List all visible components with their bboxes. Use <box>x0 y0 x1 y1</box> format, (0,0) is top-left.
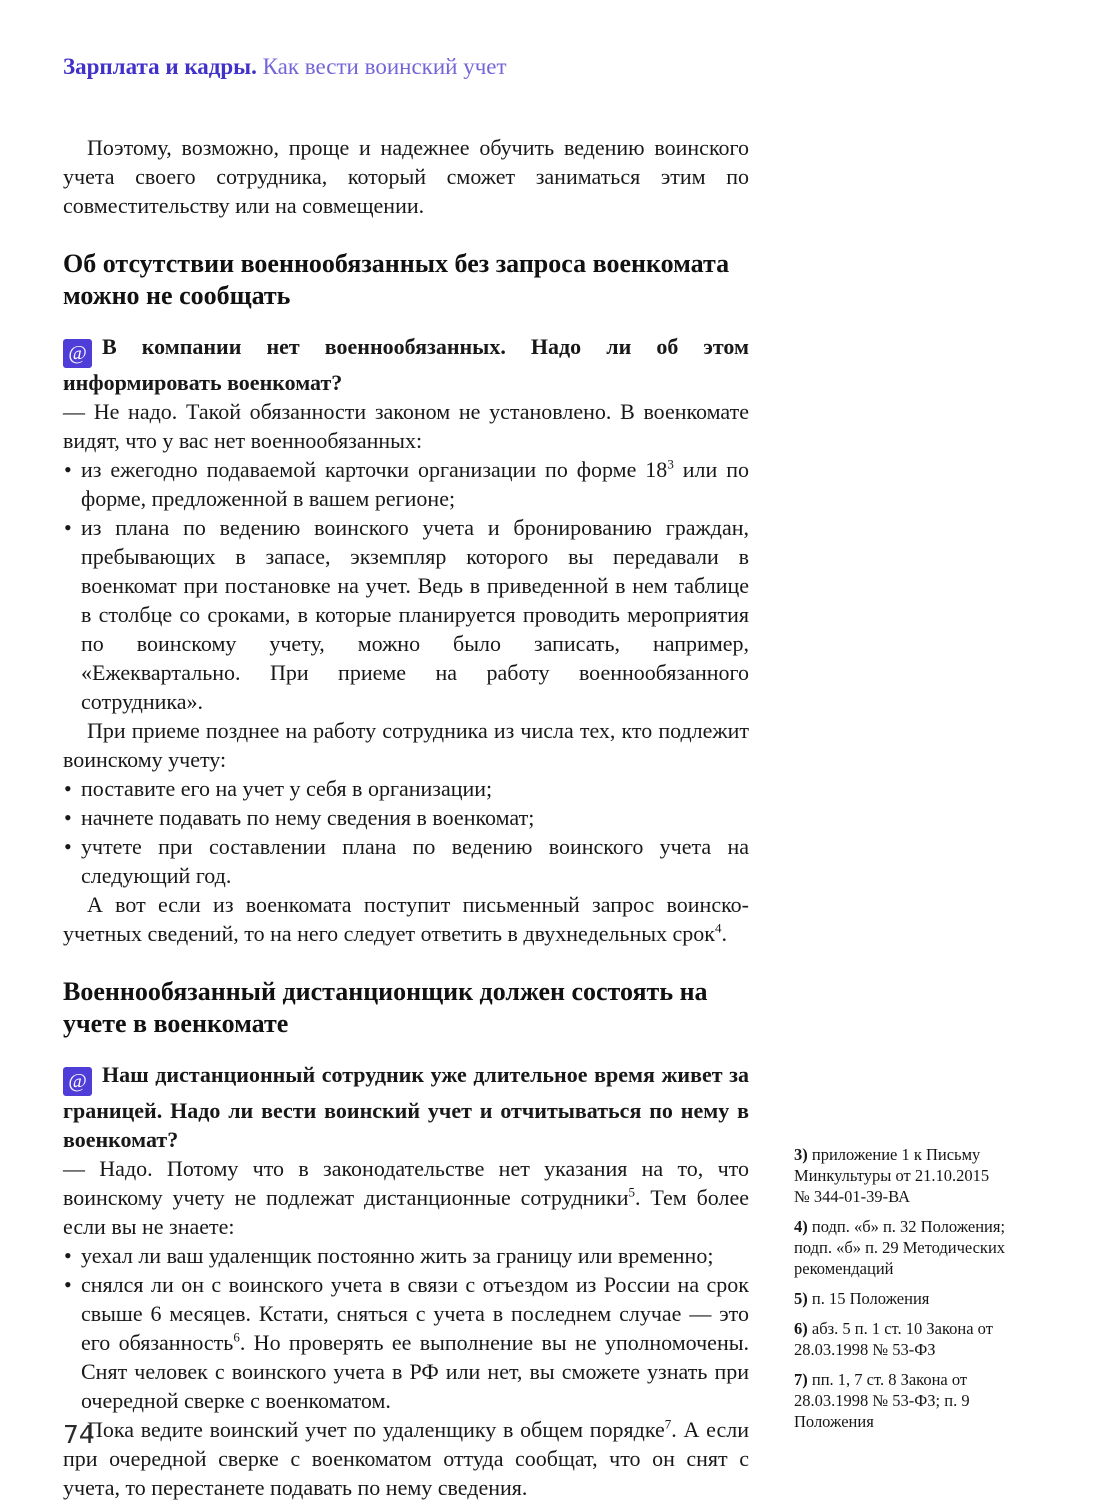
question-at-icon: @ <box>63 339 92 368</box>
paragraph-text: . Тем более если вы не знаете: <box>63 1185 750 1239</box>
list-item: • поставите его на учет у себя в организации; <box>63 774 749 803</box>
header-brand: Зарплата и кадры. <box>63 54 257 79</box>
section1-bullet-list-1 <box>63 455 749 716</box>
footnote-ref-6: 6 <box>233 1329 240 1345</box>
footnote-number: 3) <box>794 1145 808 1164</box>
footnote-6 <box>794 1318 1008 1360</box>
footnote-text: п. 15 Положения <box>811 1289 930 1308</box>
footnote-number: 5) <box>794 1289 808 1308</box>
list-item <box>63 1270 749 1415</box>
paragraph-text: Пока ведите воинский учет по удаленщику в общем порядке <box>87 1417 665 1442</box>
paragraph-text: . <box>721 921 727 946</box>
main-column <box>63 52 749 1500</box>
footnotes-sidebar <box>794 1144 1008 1441</box>
section1-question-text: В компании нет военнообязанных. Надо ли об этом информировать военкомат? <box>63 334 749 395</box>
section2-heading: Военнообязанный дистанционщик должен состоять на учете в военкомате <box>63 977 708 1038</box>
footnote-4 <box>794 1216 1008 1279</box>
list-item <box>63 455 749 513</box>
section1-answer: — Не надо. Такой обязанности законом не установлено. В военкомате видят, что у вас нет военнообязанных: <box>63 399 749 453</box>
footnote-ref-5: 5 <box>628 1184 636 1200</box>
list-item: • начнете подавать по нему сведения в военкомат; <box>63 803 749 832</box>
section2-question-text: Наш дистанционный сотрудник уже длительное время живет за границей. Надо ли вести воинский учет и отчитываться по нему в военкомат? <box>63 1062 749 1152</box>
footnote-number: 4) <box>794 1217 808 1236</box>
intro-paragraph: Поэтому, возможно, проще и надежнее обучить ведению воинского учета своего сотрудника, который сможет заниматься этим по совместительству или на совмещении. <box>63 135 749 218</box>
footnote-ref-3: 3 <box>667 456 674 472</box>
list-item: • учтете при составлении плана по ведению воинского учета на следующий год. <box>63 832 749 890</box>
bullet-text: из ежегодно подаваемой карточки организации по форме 18 <box>81 457 668 482</box>
section1-paragraph-2: При приеме позднее на работу сотрудника из числа тех, кто подлежит воинскому учету: <box>63 718 749 772</box>
footnote-ref-4: 4 <box>714 920 722 936</box>
page-header <box>63 52 749 82</box>
bullet-text: или по форме, предложенной в вашем регионе; <box>81 457 749 511</box>
page-number: 74 <box>63 1420 95 1449</box>
section1-heading: Об отсутствии военнообязанных без запроса военкомата можно не сообщать <box>63 249 730 310</box>
list-item: • уехал ли ваш удаленщик постоянно жить за границу или временно; <box>63 1241 749 1270</box>
section1-question <box>63 332 749 397</box>
footnote-7 <box>794 1369 1008 1432</box>
footnote-ref-7: 7 <box>664 1416 672 1432</box>
question-at-icon: @ <box>63 1067 92 1096</box>
section2-question <box>63 1060 749 1154</box>
section1-paragraph-3 <box>63 890 749 948</box>
footnote-text: абз. 5 п. 1 ст. 10 Закона от 28.03.1998 № 53-ФЗ <box>794 1319 993 1359</box>
section1-bullet-list-2 <box>63 774 749 890</box>
footnote-text: приложение 1 к Письму Минкультуры от 21.10.2015 № 344-01-39-ВА <box>794 1145 990 1206</box>
footnote-text: пп. 1, 7 ст. 8 Закона от 28.03.1998 № 53-ФЗ; п. 9 Положения <box>794 1370 970 1431</box>
section2-bullet-list <box>63 1241 749 1415</box>
list-item: • из плана по ведению воинского учета и бронированию граждан, пребывающих в запасе, экземпляр которого вы передавали в военкомат при постановке на учет. Ведь в приведенной в нем таблице в столбце со сроками, в которые планируется проводить мероприятия по воинскому учету, можно было записать, например, «Ежеквартально. При приеме на работу военнообязанного сотрудника». <box>63 513 749 716</box>
section2-paragraph-2 <box>63 1415 749 1500</box>
paragraph-text: . А если при очередной сверке с военкоматом оттуда сообщат, что он снят с учета, то перестанете подавать по нему сведения. <box>63 1417 749 1500</box>
footnote-5 <box>794 1288 1008 1309</box>
section2-answer <box>63 1154 749 1241</box>
footnote-number: 6) <box>794 1319 808 1338</box>
paragraph-text: — Надо. Потому что в законодательстве нет указания на то, что воинскому учету не подлежат дистанционные сотрудники <box>63 1156 749 1210</box>
header-rubric: Как вести воинский учет <box>262 54 507 79</box>
paragraph-text: А вот если из военкомата поступит письменный запрос воинско-учетных сведений, то на него следует ответить в двухнедельных срок <box>63 892 749 946</box>
footnote-number: 7) <box>794 1370 808 1389</box>
bullet-text: снялся ли он с воинского учета в связи с отъездом из России на срок свыше 6 месяцев. Кстати, сняться с учета в последнем случае — это его обязанность <box>81 1272 749 1355</box>
footnote-3 <box>794 1144 1008 1207</box>
bullet-text: . Но проверять ее выполнение вы не уполномочены. Снят человек с воинского учета в РФ или нет, вы сможете узнать при очередной сверке с военкоматом. <box>81 1330 749 1413</box>
footnote-text: подп. «б» п. 32 Положения; подп. «б» п. 29 Методических рекомендаций <box>794 1217 1006 1278</box>
